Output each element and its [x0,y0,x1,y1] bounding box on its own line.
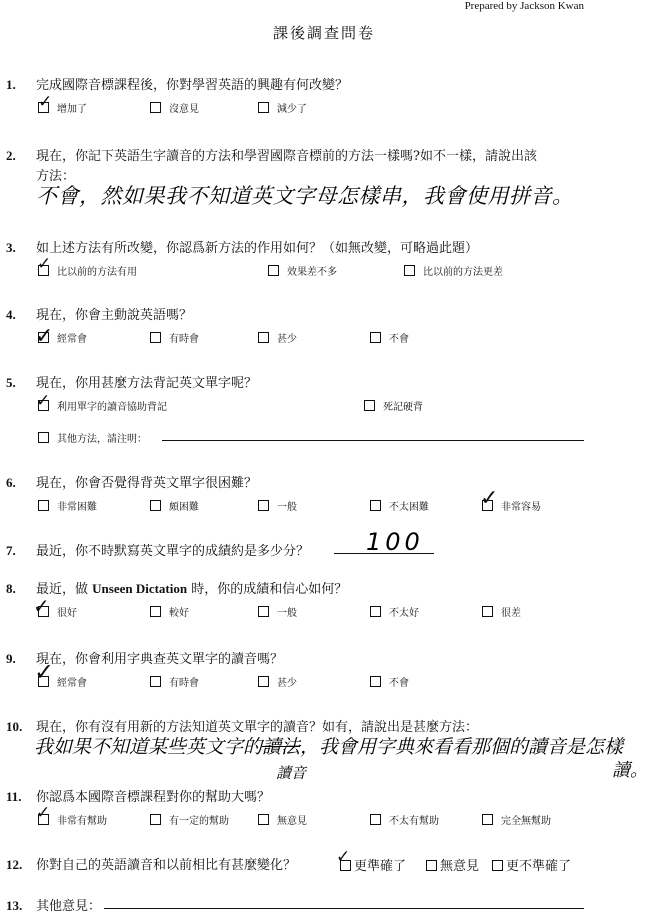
check-mark-icon: ✓ [37,254,52,274]
question-text: 如上述方法有所改變，你認爲新方法的作用如何？（如無改變，可略過此題） [36,241,479,256]
question-number: 8. [6,581,16,596]
question-7 [6,540,309,559]
question-number: 6. [6,475,16,490]
checkbox[interactable] [482,814,493,825]
question-2-method-label: 方法： [36,169,76,184]
handwritten-insertion: 讀音 [276,764,307,782]
checkbox[interactable] [150,102,161,113]
handwritten-continuation: 讀。 [612,760,648,781]
checkbox[interactable] [426,860,437,871]
checkbox[interactable] [370,814,381,825]
q11-option-4[interactable]: 不太有幫助 [370,812,439,827]
question-number: 10. [6,719,23,734]
q8-option-3[interactable]: 一般 [258,604,297,619]
question-number: 2. [6,148,16,163]
q4-option-1[interactable]: 經常會 [38,330,87,345]
other-comments-input-line[interactable] [104,908,584,909]
question-number: 12. [6,857,23,872]
check-mark-icon: ✓ [38,92,53,112]
checkbox[interactable] [370,500,381,511]
checkbox[interactable] [404,265,415,276]
q11-option-2[interactable]: 有一定的幫助 [150,812,229,827]
checkbox[interactable] [258,814,269,825]
q6-option-2[interactable]: 頗困難 [150,498,199,513]
question-text: 現在，你用甚麼方法背記英文單字呢？ [36,376,258,391]
check-mark-icon: ✓ [336,847,351,867]
q3-option-3[interactable]: 比以前的方法更差 [404,263,503,278]
q6-option-1[interactable]: 非常困難 [38,498,97,513]
question-number: 1. [6,77,16,92]
question-text: 現在，你會否覺得背英文單字很困難？ [36,476,258,491]
question-text: 你對自己的英語讀音和以前相比有甚麼變化？ [36,858,297,873]
question-1 [6,74,348,93]
other-method-input-line[interactable] [162,440,584,441]
checkbox[interactable] [370,606,381,617]
check-mark-icon: ✓ [36,391,51,411]
question-number: 7. [6,543,16,558]
q5-option-3[interactable]: 其他方法，請注明： [38,430,147,445]
q12-option-1[interactable]: 更準確了 [340,855,406,874]
q12-option-2[interactable]: 無意見 [426,855,479,874]
question-12 [6,854,296,873]
page-title: 課後調查問卷 [272,24,375,42]
question-8: 8. 最近，做 Unseen Dictation 時，你的成績和信心如何？ [6,581,348,597]
question-3 [6,237,478,256]
check-mark-icon: ✓ [36,803,51,823]
question-text: 最近，你不時默寫英文單字的成績約是多少分？ [36,544,310,559]
checkbox[interactable] [150,676,161,687]
q5-option-1[interactable]: 利用單字的讀音協助背記 [38,398,167,413]
checkbox[interactable] [258,500,269,511]
checkbox[interactable] [258,606,269,617]
check-mark-icon: ✓ [33,594,50,618]
question-text: 現在，你有沒有用新的方法知道英文單字的讀音？如有，請說出是甚麼方法： [36,720,479,735]
q11-option-3[interactable]: 無意見 [258,812,307,827]
q11-option-5[interactable]: 完全無幫助 [482,812,551,827]
question-4 [6,304,192,323]
checkbox[interactable] [38,500,49,511]
q3-option-2[interactable]: 效果差不多 [268,263,337,278]
check-mark-icon: ✓ [35,324,54,349]
handwritten-score: 100 [366,528,424,556]
question-13 [6,895,101,914]
checkbox[interactable] [482,606,493,617]
check-mark-icon: ✓ [480,486,499,511]
question-number: 5. [6,375,16,390]
question-text: 完成國際音標課程後，你對學習英語的興趣有何改變？ [36,78,349,93]
question-2 [6,145,537,164]
q6-option-3[interactable]: 一般 [258,498,297,513]
q11-option-1[interactable]: 非常有幫助 [38,812,107,827]
question-text: 現在，你會主動說英語嗎？ [36,308,193,323]
q8-option-1[interactable]: 很好 [38,604,77,619]
check-mark-icon: ✓ [34,658,55,686]
q9-option-2[interactable]: 有時會 [150,674,199,689]
q9-option-3[interactable]: 甚少 [258,674,297,689]
question-text: 現在，你記下英語生字讀音的方法和學習國際音標前的方法一樣嗎?如不一樣，請說出該 [36,149,537,164]
checkbox[interactable] [258,676,269,687]
q8-option-4[interactable]: 不太好 [370,604,419,619]
question-text: 其他意見： [36,899,102,914]
q6-option-4[interactable]: 不太困難 [370,498,429,513]
q5-option-2[interactable]: 死記硬背 [364,398,423,413]
checkbox[interactable] [268,265,279,276]
question-number: 9. [6,651,16,666]
checkbox[interactable] [38,432,49,443]
question-6 [6,472,257,491]
handwritten-answer: 我如果不知道某些英文字的讀法，我會用字典來看看那個的讀音是怎樣 [34,736,624,758]
checkbox[interactable] [150,332,161,343]
unseen-dictation-term: Unseen Dictation [92,581,188,596]
struck-out-word: 讀法 [262,736,301,758]
question-number: 3. [6,240,16,255]
q8-option-5[interactable]: 很差 [482,604,521,619]
handwritten-answer: 不會，然如果我不知道英文字母怎樣串，我會使用拼音。 [36,184,574,208]
question-number: 4. [6,307,16,322]
question-number: 11. [6,789,22,804]
question-text: 你認爲本國際音標課程對你的幫助大嗎？ [36,790,271,805]
q12-option-3[interactable]: 更不準確了 [492,855,571,874]
checkbox[interactable] [492,860,503,871]
q8-option-2[interactable]: 較好 [150,604,189,619]
checkbox[interactable] [150,500,161,511]
q1-option-2[interactable]: 沒意見 [150,100,199,115]
q4-option-4[interactable]: 不會 [370,330,409,345]
q9-option-1[interactable]: 經常會 [38,674,87,689]
q4-option-2[interactable]: 有時會 [150,330,199,345]
prepared-by: Prepared by Jackson Kwan [464,0,584,12]
checkbox[interactable] [150,606,161,617]
q9-option-4[interactable]: 不會 [370,674,409,689]
checkbox[interactable] [370,332,381,343]
q1-option-1[interactable]: 增加了 [38,100,87,115]
q6-option-5[interactable]: 非常容易 [482,498,541,513]
question-text: 現在，你會利用字典查英文單字的讀音嗎？ [36,652,284,667]
question-number: 13. [6,898,23,913]
checkbox[interactable] [370,676,381,687]
q3-option-1[interactable]: 比以前的方法有用 [38,263,137,278]
checkbox[interactable] [258,332,269,343]
checkbox[interactable] [364,400,375,411]
checkbox[interactable] [258,102,269,113]
q4-option-3[interactable]: 甚少 [258,330,297,345]
q1-option-3[interactable]: 減少了 [258,100,307,115]
checkbox[interactable] [150,814,161,825]
question-5 [6,372,257,391]
